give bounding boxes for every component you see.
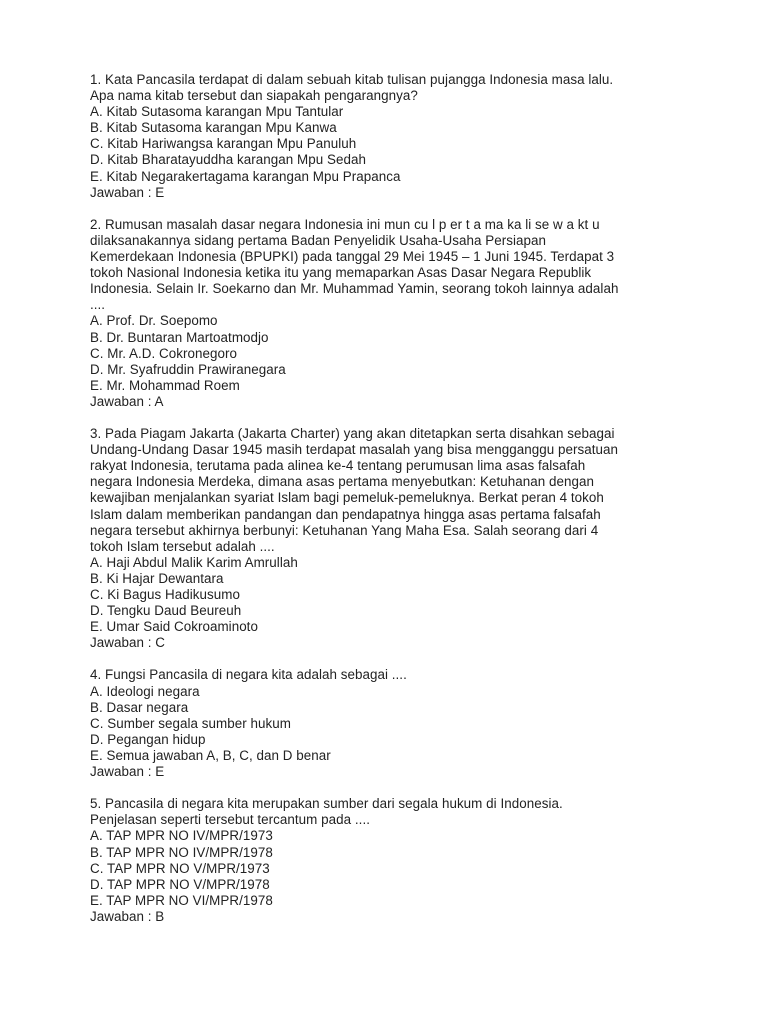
option-e: E. TAP MPR NO VI/MPR/1978 — [90, 892, 273, 908]
option-c: C. Sumber segala sumber hukum — [90, 715, 291, 731]
option-c: C. Mr. A.D. Cokronegoro — [90, 345, 238, 361]
option-d: D. TAP MPR NO V/MPR/1978 — [90, 876, 270, 892]
option-b: B. TAP MPR NO IV/MPR/1978 — [90, 844, 273, 860]
question-stem-line: Undang-Undang Dasar 1945 masih terdapat masalah yang bisa mengganggu persatuan — [90, 442, 618, 458]
option-a: A. TAP MPR NO IV/MPR/1973 — [90, 828, 273, 844]
answer-key: Jawaban : A — [90, 393, 164, 409]
question-stem-line: Kemerdekaan Indonesia (BPUPKI) pada tanggal 29 Mei 1945 – 1 Juni 1945. Terdapat 3 — [90, 249, 615, 265]
question-stem-line: Islam dalam memberikan pandangan dan pendapatnya hingga asas pertama falsafah — [90, 506, 601, 522]
answer-key: Jawaban : E — [90, 184, 165, 200]
question-stem-line: dilaksanakannya sidang pertama Badan Penyelidik Usaha-Usaha Persiapan — [90, 232, 547, 248]
question-stem-line: 1. Kata Pancasila terdapat di dalam sebuah kitab tulisan pujangga Indonesia masa lalu. — [90, 72, 614, 87]
option-c: C. TAP MPR NO V/MPR/1973 — [90, 860, 270, 876]
question-stem-line: .... — [90, 297, 106, 313]
question-stem-line: 2. Rumusan masalah dasar negara Indonesia ini mun cu l p er t a ma ka li se w a kt u — [90, 216, 600, 232]
option-a: A. Haji Abdul Malik Karim Amrullah — [90, 554, 298, 570]
question-3 — [90, 426, 690, 651]
question-stem-line: 4. Fungsi Pancasila di negara kita adalah sebagai .... — [90, 667, 407, 683]
option-d: D. Mr. Syafruddin Prawiranegara — [90, 361, 286, 377]
option-d: D. Tengku Daud Beureuh — [90, 603, 242, 619]
question-4 — [90, 667, 690, 780]
question-stem-line: Penjelasan seperti tersebut tercantum pada .... — [90, 812, 370, 828]
question-stem-line: rakyat Indonesia, terutama pada alinea ke-4 tentang perumusan lima asas falsafah — [90, 458, 586, 474]
question-stem-line: tokoh Islam tersebut adalah .... — [90, 538, 275, 554]
answer-key: Jawaban : B — [90, 908, 165, 924]
option-a: A. Prof. Dr. Soepomo — [90, 313, 218, 329]
answer-key: Jawaban : C — [90, 635, 165, 651]
option-e: E. Semua jawaban A, B, C, dan D benar — [90, 747, 331, 763]
option-a: A. Kitab Sutasoma karangan Mpu Tantular — [90, 104, 344, 120]
option-d: D. Kitab Bharatayuddha karangan Mpu Sedah — [90, 152, 367, 168]
option-a: A. Ideologi negara — [90, 683, 200, 699]
option-e: E. Mr. Mohammad Roem — [90, 377, 240, 393]
question-stem-line: negara tersebut akhirnya berbunyi: Ketuhanan Yang Maha Esa. Salah seorang dari 4 — [90, 522, 599, 538]
option-d: D. Pegangan hidup — [90, 731, 206, 747]
question-stem-line: tokoh Nasional Indonesia ketika itu yang memaparkan Asas Dasar Negara Republik — [90, 265, 592, 281]
document-page — [90, 72, 690, 941]
option-e: E. Kitab Negarakertagama karangan Mpu Prapanca — [90, 168, 401, 184]
option-c: C. Kitab Hariwangsa karangan Mpu Panuluh — [90, 136, 357, 152]
option-b: B. Kitab Sutasoma karangan Mpu Kanwa — [90, 120, 337, 136]
option-b: B. Dr. Buntaran Martoatmodjo — [90, 329, 269, 345]
question-stem-line: kewajiban menjalankan syariat Islam bagi pemeluk-pemeluknya. Berkat peran 4 tokoh — [90, 490, 604, 506]
option-c: C. Ki Bagus Hadikusumo — [90, 587, 240, 602]
question-stem-line: Indonesia. Selain Ir. Soekarno dan Mr. Muhammad Yamin, seorang tokoh lainnya adalah — [90, 281, 619, 297]
option-b: B. Ki Hajar Dewantara — [90, 570, 224, 586]
option-e: E. Umar Said Cokroaminoto — [90, 619, 258, 635]
question-stem-line: 5. Pancasila di negara kita merupakan sumber dari segala hukum di Indonesia. — [90, 796, 563, 812]
question-5 — [90, 796, 690, 925]
question-stem-line: negara Indonesia Merdeka, dimana asas pertama menyebutkan: Ketuhanan dengan — [90, 474, 595, 490]
answer-key: Jawaban : E — [90, 764, 165, 780]
question-1 — [90, 72, 690, 201]
option-b: B. Dasar negara — [90, 699, 189, 715]
question-2 — [90, 217, 690, 410]
question-stem-line: 3. Pada Piagam Jakarta (Jakarta Charter) yang akan ditetapkan serta disahkan sebagai — [90, 426, 615, 442]
question-stem-line: Apa nama kitab tersebut dan siapakah pengarangnya? — [90, 88, 418, 104]
